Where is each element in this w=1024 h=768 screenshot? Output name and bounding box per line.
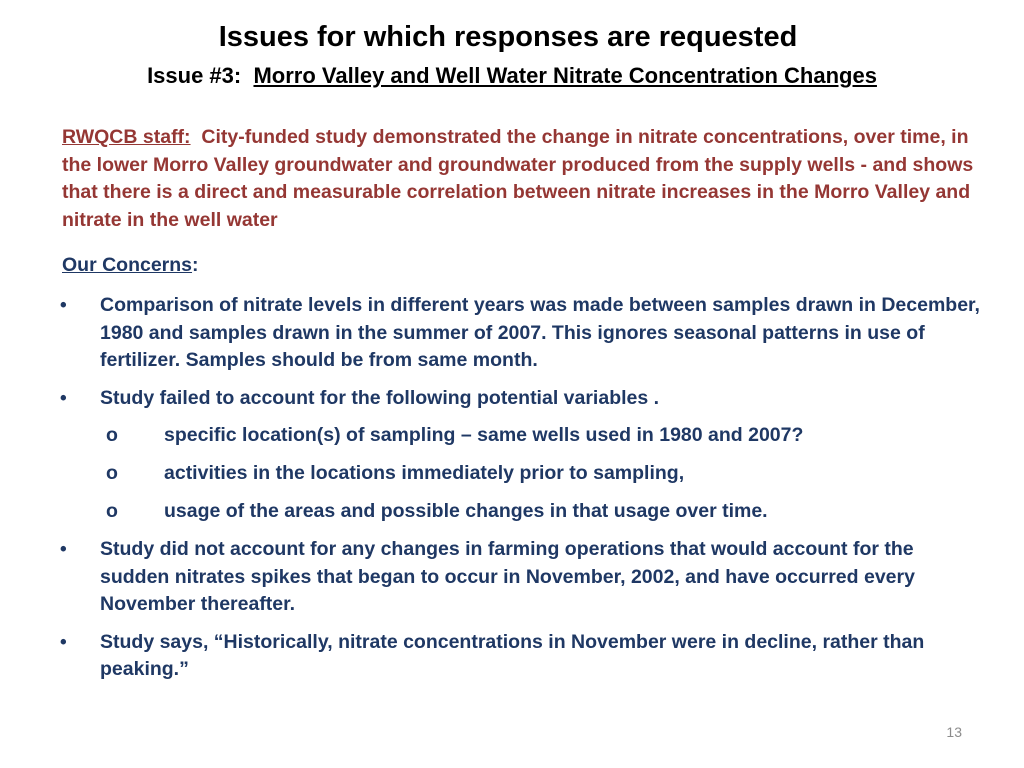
concerns-list (62, 292, 982, 694)
concerns-heading-label: Our Concerns (62, 254, 193, 276)
sub-list-item-text: usage of the areas and possible changes in that usage over time. (164, 500, 768, 522)
slide-subtitle (0, 60, 1024, 92)
list-item-text: Comparison of nitrate levels in different years was made between samples drawn in December, 1980 and samples drawn in the summer of 2007. This ignores seasonal patterns in use of fertilizer. Samples should be from same month. (100, 294, 980, 371)
page-number: 13 (946, 724, 962, 740)
bullet-icon: • (60, 295, 67, 316)
bullet-icon: • (60, 539, 67, 560)
concerns-heading-colon: : (192, 254, 199, 276)
sub-bullet-icon: o (106, 424, 118, 446)
issue-number: Issue #3: (147, 63, 242, 88)
list-item (62, 292, 982, 375)
issue-topic: Morro Valley and Well Water Nitrate Concentration Changes (253, 63, 877, 88)
list-item (62, 536, 982, 619)
concerns-heading (62, 252, 199, 279)
sub-bullet-icon: o (106, 462, 118, 484)
list-item (62, 629, 982, 684)
slide-title: Issues for which responses are requested (218, 21, 798, 53)
list-item (62, 385, 982, 413)
list-item-text: Study failed to account for the following potential variables . (100, 386, 660, 409)
list-item-text: Study did not account for any changes in farming operations that would account for the sudden nitrates spikes that began to occur in November, 2002, and have occurred every November thereafter. (100, 538, 915, 615)
sub-bullet-icon: o (106, 500, 118, 522)
sub-list-item (62, 460, 982, 488)
staff-statement (62, 124, 992, 234)
sub-list-item (62, 498, 982, 526)
list-item-text: Study says, “Historically, nitrate concentrations in November were in decline, rather than peaking.” (100, 630, 925, 680)
bullet-icon: • (60, 631, 67, 653)
staff-text: City-funded study demonstrated the change in nitrate concentrations, over time, in the lower Morro Valley groundwater and groundwater produced from the supply wells - and shows that there is a direct and measurable correlation between nitrate increases in the Morro Valley and nitrate in the well water (62, 126, 974, 231)
bullet-icon: • (60, 387, 67, 409)
sub-list-item-text: activities in the locations immediately prior to sampling, (164, 462, 685, 484)
sub-list-item-text: specific location(s) of sampling – same wells used in 1980 and 2007? (164, 424, 804, 446)
sub-list-item (62, 422, 982, 450)
staff-label: RWQCB staff: (62, 126, 191, 148)
